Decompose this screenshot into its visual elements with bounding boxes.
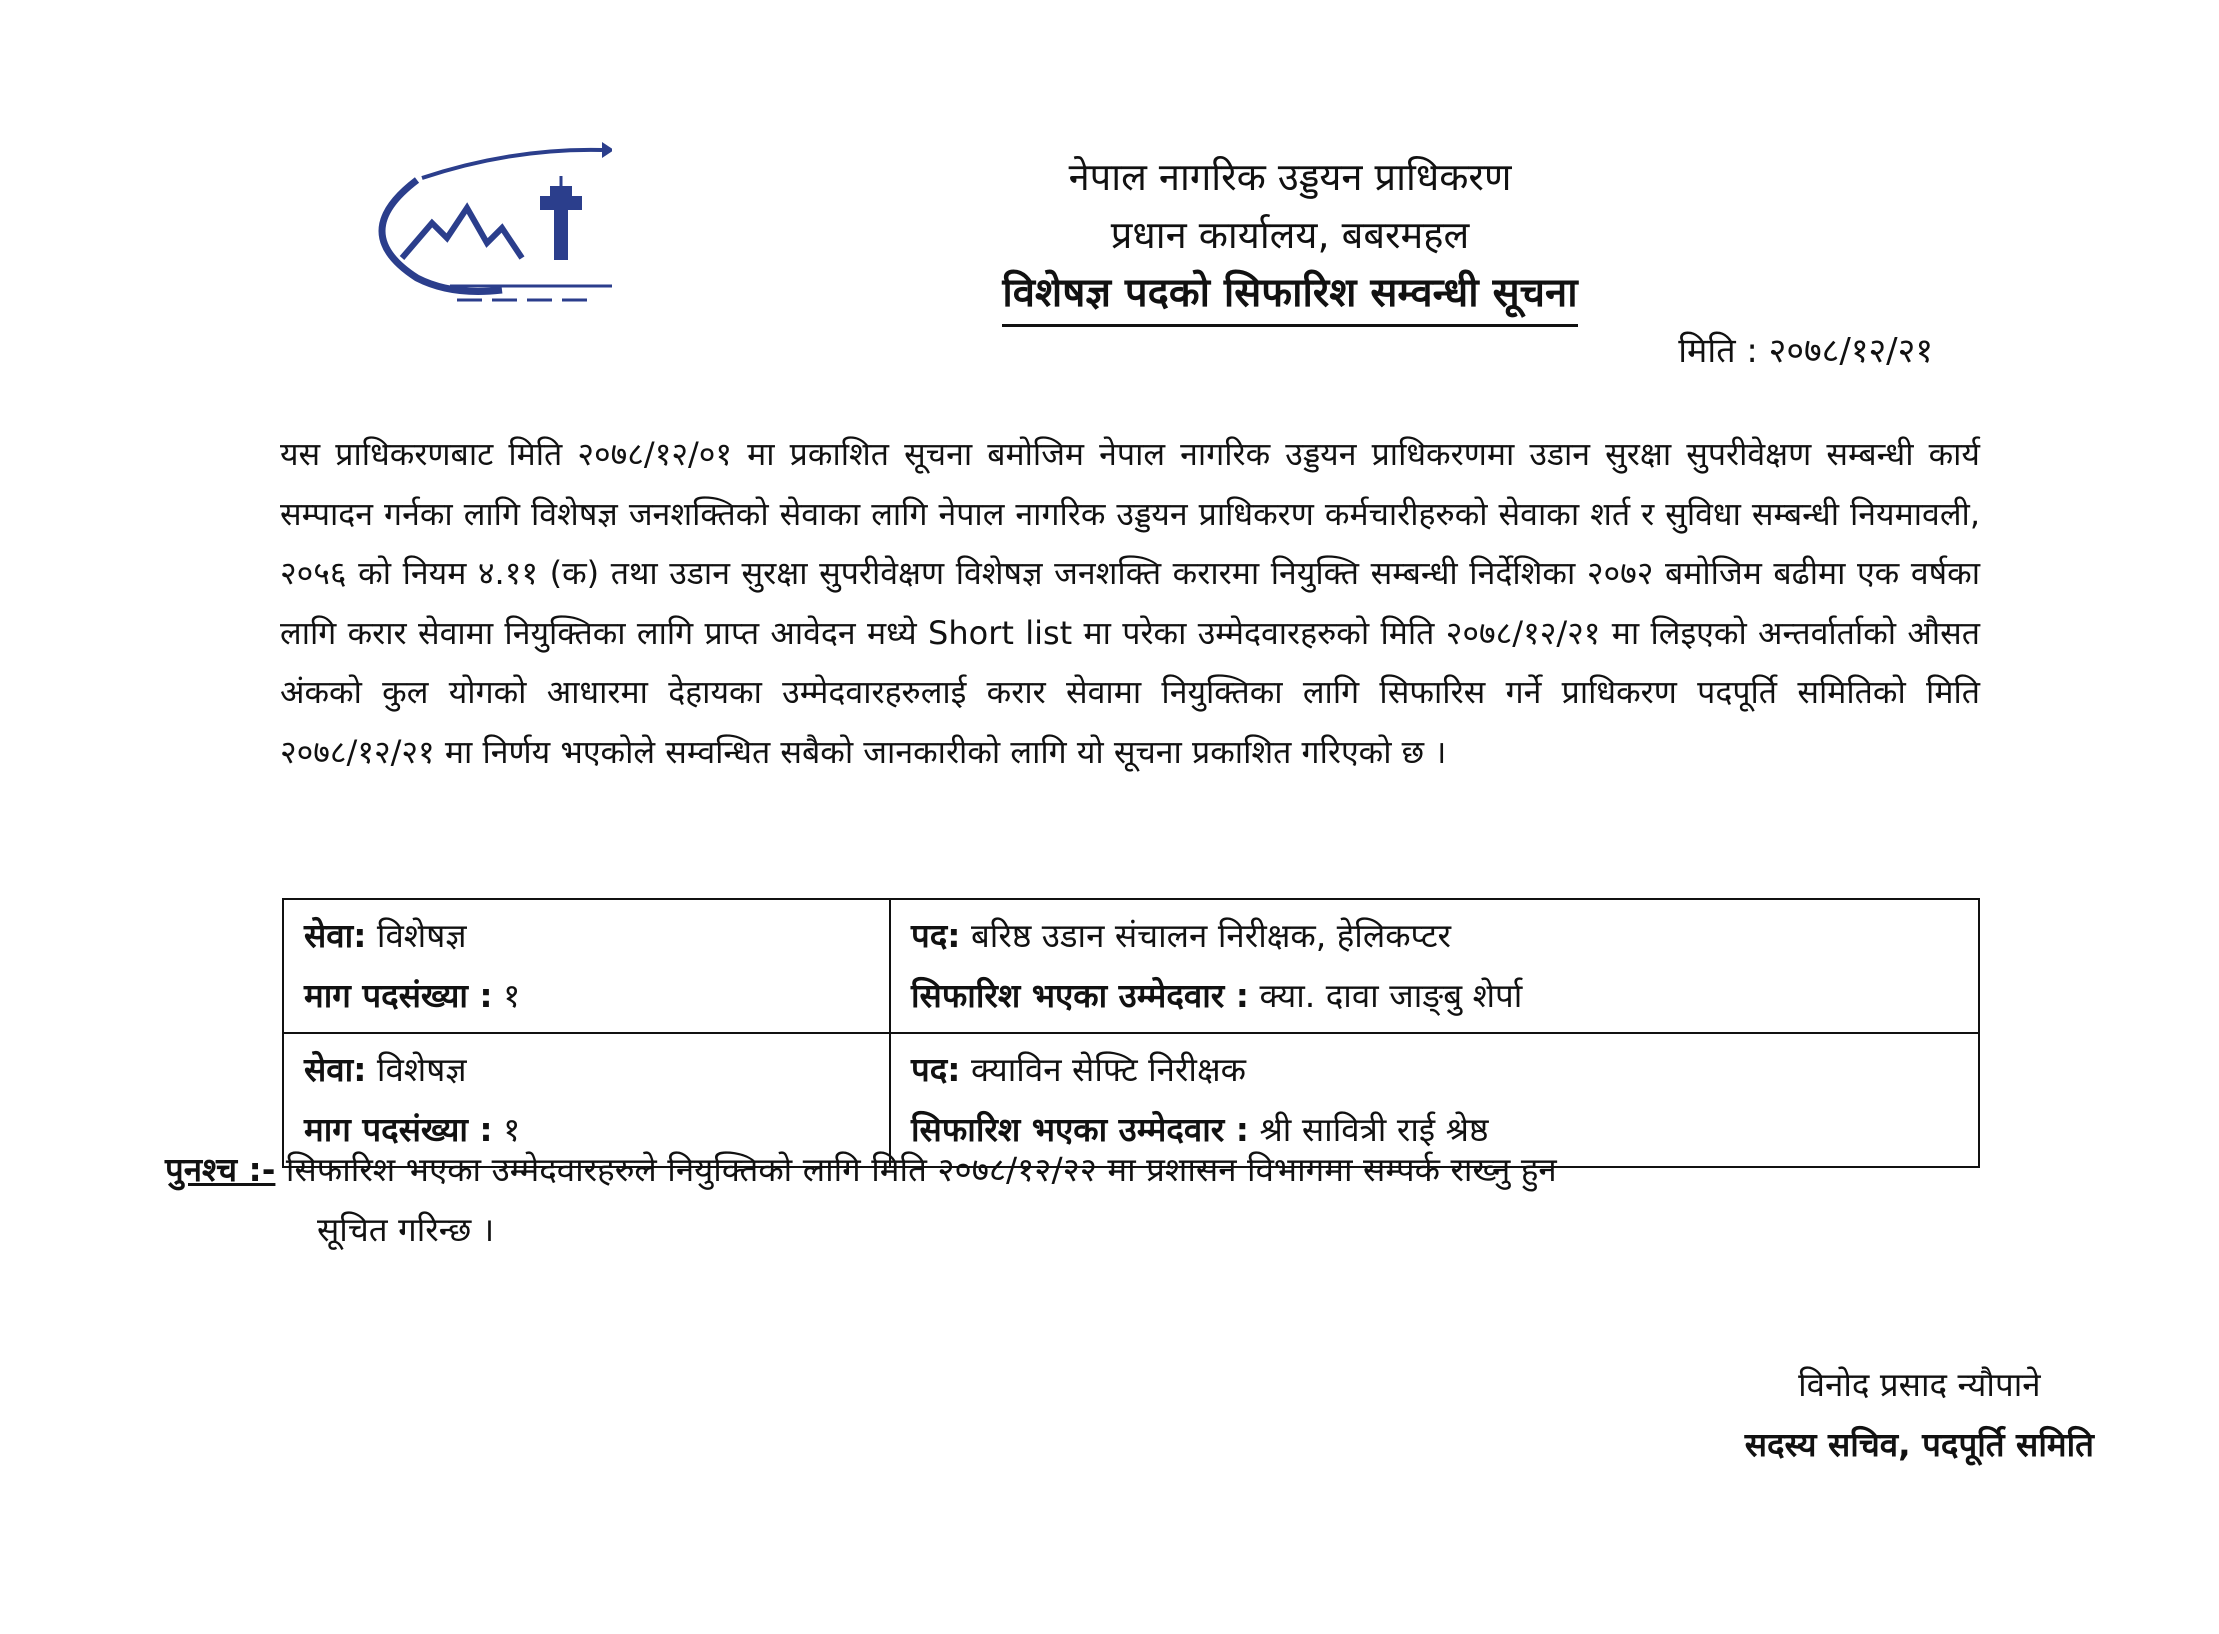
post-label: पद: xyxy=(911,1050,961,1089)
recommendation-table xyxy=(282,898,1980,1168)
service-value: विशेषज्ञ xyxy=(376,916,467,955)
post-label: पद: xyxy=(911,916,961,955)
notice-title: विशेषज्ञ पदको सिफारिश सम्वन्धी सूचना xyxy=(1002,264,1577,327)
organization-name: नेपाल नागरिक उड्डयन प्राधिकरण xyxy=(1068,155,1512,199)
post-cell xyxy=(890,899,1979,1033)
signatory-title: सदस्य सचिव, पदपूर्ति समिति xyxy=(1744,1425,2094,1464)
postscript-label: पुनश्च :- xyxy=(165,1150,276,1189)
candidate-value: श्री सावित्री राई श्रेष्ठ xyxy=(1259,1110,1489,1149)
demand-value: १ xyxy=(503,976,521,1015)
service-value: विशेषज्ञ xyxy=(376,1050,467,1089)
notice-date: मिति : २०७८/१२/२१ xyxy=(1678,331,1933,371)
service-cell xyxy=(283,899,890,1033)
signatory-name: विनोद प्रसाद न्यौपाने xyxy=(1798,1365,2041,1404)
postscript-line-1: सिफारिश भएका उम्मेदवारहरुले नियुक्तिको लागि मिति २०७८/१२/२२ मा प्रशासन विभागमा सम्पर्क राख्नु हुन xyxy=(285,1150,1557,1189)
candidate-label: सिफारिश भएका उम्मेदवार : xyxy=(911,976,1249,1015)
demand-label: माग पदसंख्या : xyxy=(304,976,493,1015)
candidate-value: क्या. दावा जाङ्बु शेर्पा xyxy=(1259,976,1523,1015)
letterhead xyxy=(700,148,1880,327)
postscript-line-2: सूचित गरिन्छ । xyxy=(317,1210,495,1249)
service-label: सेवा: xyxy=(304,916,367,955)
post-value: क्याविन सेफ्टि निरीक्षक xyxy=(970,1050,1246,1089)
office-address: प्रधान कार्यालय, बबरमहल xyxy=(1110,213,1470,257)
signature-block xyxy=(1745,1355,2094,1475)
candidate-label: सिफारिश भएका उम्मेदवार : xyxy=(911,1110,1249,1149)
postscript xyxy=(165,1140,1965,1260)
post-value: बरिष्ठ उडान संचालन निरीक्षक, हेलिकप्टर xyxy=(970,916,1451,955)
service-label: सेवा: xyxy=(304,1050,367,1089)
demand-label: माग पदसंख्या : xyxy=(304,1110,493,1149)
table-row xyxy=(283,899,1979,1033)
demand-value: १ xyxy=(503,1110,521,1149)
caan-logo-graphic xyxy=(362,138,612,308)
caan-logo xyxy=(362,138,612,308)
notice-body: यस प्राधिकरणबाट मिति २०७८/१२/०१ मा प्रकाशित सूचना बमोजिम नेपाल नागरिक उड्डयन प्राधिकरणमा उडान सुरक्षा सुपरीवेक्षण सम्बन्धी कार्य सम्पादन गर्नका लागि विशेषज्ञ जनशक्तिको सेवाका लागि नेपाल नागरिक उड्डयन प्राधिकरण कर्मचारीहरुको सेवाका शर्त र सुविधा सम्बन्धी नियमावली, २०५६ को नियम ४.११ (क) तथा उडान सुरक्षा सुपरीवेक्षण विशेषज्ञ जनशक्ति करारमा नियुक्ति सम्बन्धी निर्देशिका २०७२ बमोजिम बढीमा एक वर्षका लागि करार सेवामा नियुक्तिका लागि प्राप्त आवेदन मध्ये Short list मा परेका उम्मेदवारहरुको मिति २०७८/१२/२१ मा लिइएको अन्तर्वार्ताको औसत अंकको कुल योगको आधारमा देहायका उम्मेदवारहरुलाई करार सेवामा नियुक्तिका लागि सिफारिस गर्ने प्राधिकरण पदपूर्ति समितिको मिति २०७८/१२/२१ मा निर्णय भएकोले सम्वन्धित सबैको जानकारीको लागि यो सूचना प्रकाशित गरिएको छ । xyxy=(280,435,1980,771)
